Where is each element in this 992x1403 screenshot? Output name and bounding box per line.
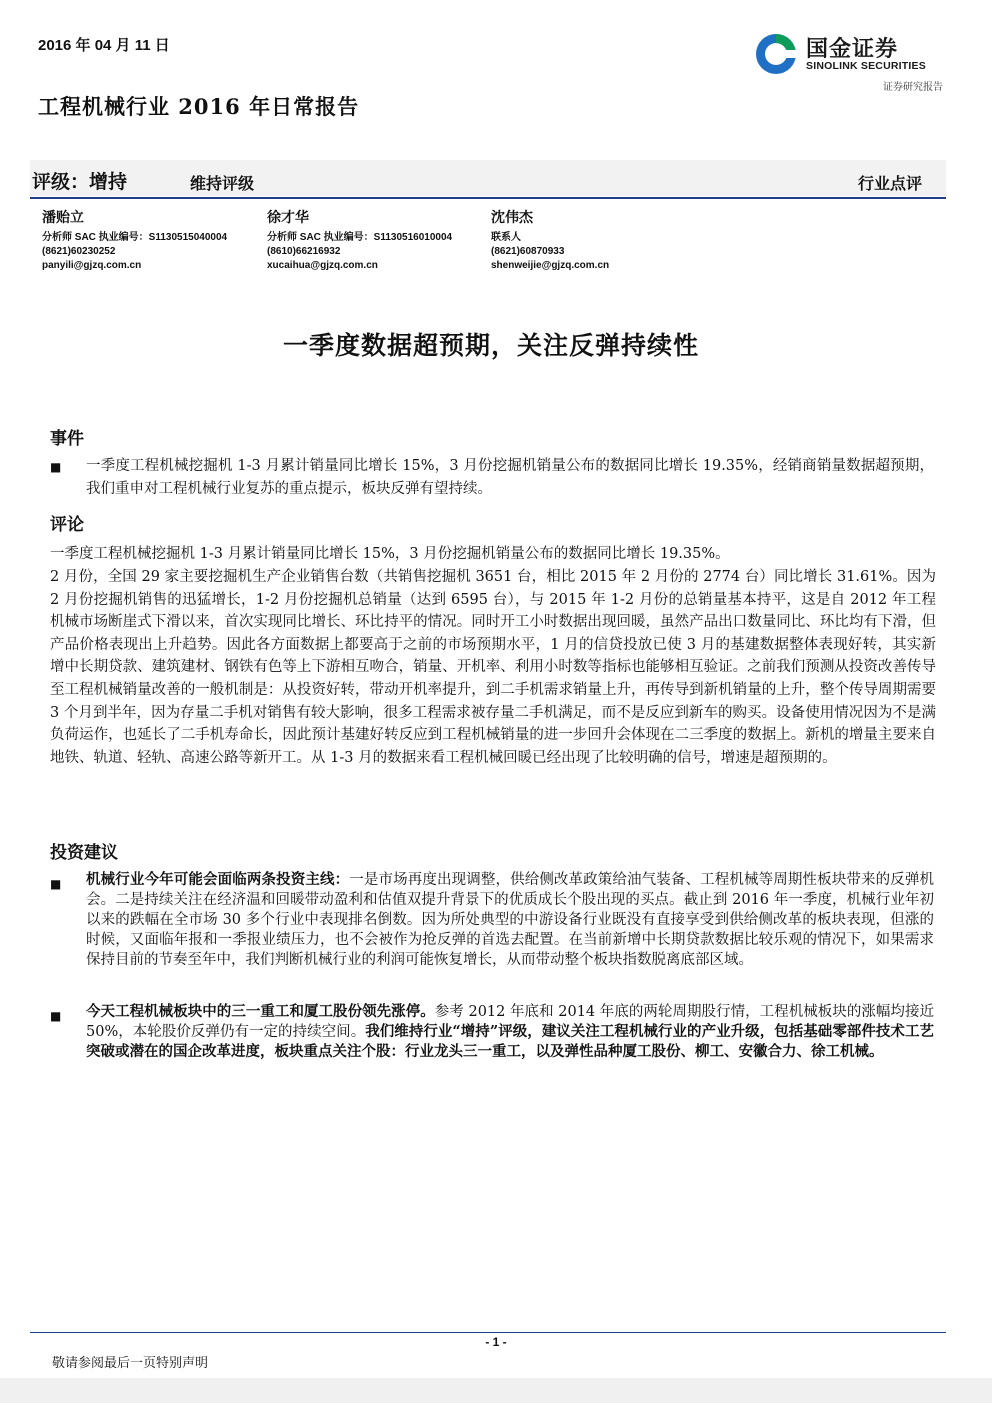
bottom-band [0,1378,992,1403]
headline: 一季度数据超预期，关注反弹持续性 [282,331,699,360]
rating-action: 维持评级 [190,174,255,193]
sinolink-logo [754,28,949,94]
report-date: 2016 年 04 月 11 日 [38,37,170,54]
footer-divider [30,1332,946,1333]
header-divider [30,197,946,199]
section-title-invest: 投资建议 [50,843,118,863]
invest-bullet-2-bold-2: 我们维持行业“增持”评级，建议关注工程机械行业的产业升级，包括基础零部件技术工艺突破或潜在的国企改革进度，板块重点关注个股：行业龙头三一重工，以及弹性品种厦工股份、柳工、安徽合力、徐工机械。 [86,1023,934,1060]
analyst-card [42,209,227,273]
section-title-comment: 评论 [50,515,84,535]
analyst-phone: (8610)66216932 [267,246,341,257]
report-title: 工程机械行业 2016 年日常报告 [38,94,360,119]
analyst-name: 潘贻立 [42,210,84,226]
analyst-email[interactable]: shenweijie@gjzq.com.cn [491,260,610,271]
invest-bullet-2-text: 参考 2012 年底和 2014 年底的两轮周期股行情，工程机械板块的涨幅均接近 50%，本轮股价反弹仍有一定的持续空间。 [86,1004,934,1040]
analyst-phone: (8621)60870933 [491,246,565,257]
rating-label: 评级：增持 [32,171,128,193]
bullet-icon: ■ [50,1009,62,1023]
analyst-sac: 分析师 SAC 执业编号：S1130515040004 [42,232,228,243]
bullet-icon: ■ [50,877,62,891]
analyst-email[interactable]: xucaihua@gjzq.com.cn [267,260,378,271]
analyst-name: 徐才华 [267,210,309,226]
bullet-icon: ■ [50,460,62,474]
invest-bullet-2 [86,1002,934,1062]
analyst-sac: 分析师 SAC 执业编号：S1130516010004 [267,232,453,243]
invest-bullet-1 [86,870,934,970]
analyst-card [267,209,452,273]
disclaimer-text: 敬请参阅最后一页特别声明 [52,1356,209,1371]
sinolink-logo-icon [754,32,798,76]
logo-subtitle: 证券研究报告 [883,82,943,93]
invest-bullet-2-bold-1: 今天工程机械板块中的三一重工和厦工股份领先涨停。 [86,1003,435,1020]
analyst-name: 沈伟杰 [491,210,533,226]
analyst-card [491,209,609,273]
comment-paragraph-1: 一季度工程机械挖掘机 1-3 月累计销量同比增长 15%，3 月份挖掘机销量公布的数据同比增长 19.35%。 [50,546,730,562]
event-bullet-text: 一季度工程机械挖掘机 1-3 月累计销量同比增长 15%，3 月份挖掘机销量公布的数据同比增长 19.35%，经销商销量数据超预期，我们重申对工程机械行业复苏的重点提示，板块反弹有望持续。 [86,458,934,497]
rating-bar [30,160,946,196]
comment-paragraph-2: 2 月份，全国 29 家主要挖掘机生产企业销售台数（共销售挖掘机 3651 台，相比 2015 年 2 月份的 2774 台）同比增长 31.61%。因为 2 月份挖掘机销售的迅猛增长，1-2 月份挖掘机总销量（达到 6595 台），与 2015 年 1-2 月份的总销量基本持平，这是自 2012 年工程机械市场断崖式下滑以来，首次实现同比增长、环比持平的情况。同时开工小时数据出现回暖，虽然产品出口数量同比、环比均有下滑，但产品价格表现出上升趋势。因此各方面数据上都要高于之前的市场预期水平，1 月的信贷投放已使 3 月的基建数据整体表现好转，其实新增中长期贷款、建筑建材、钢铁有色等上下游相互吻合，销量、开机率、利用小时数等指标也能够相互验证。之前我们预测从投资改善传导至工程机械销量改善的一般机制是：从投资好转，带动开机率提升，到二手机需求销量上升，再传导到新机销量的上升，整个传导周期需要 3 个月到半年，因为存量二手机对销售有较大影响，很多工程需求被存量二手机满足，而不是反应到新车的购买。设备使用情况因为不是满负荷运作，也延长了二手机寿命长，因此预计基建好转反应到工程机械销量的进一步回升会体现在二三季度的数据上。新机的增量主要来自地铁、轨道、轻轨、高速公路等新开工。从 1-3 月的数据来看工程机械回暖已经出现了比较明确的信号，增速是超预期的。 [50,569,936,766]
logo-en-text: SINOLINK SECURITIES [806,60,926,72]
analyst-email[interactable]: panyili@gjzq.com.cn [42,260,142,271]
analyst-phone: (8621)60230252 [42,246,116,257]
page-number: - 1 - [485,1335,507,1349]
invest-bullet-1-text: 一是市场再度出现调整，供给侧改革政策给油气装备、工程机械等周期性板块带来的反弹机会。二是持续关注在经济温和回暖带动盈利和估值双提升背景下的优质成长个股出现的买点。截止到 2016 年一季度，机械行业年初以来的跌幅在全市场 30 多个行业中表现排名倒数。因为所处典型的中游设备行业既没有直接享受到供给侧改革的板块表现，但涨的时候，又面临年报和一季报业绩压力，也不会被作为抢反弹的首选去配置。在当前新增中长期贷款数据比较乐观的情况下，如果需求保持目前的节奏至年中，我们判断机械行业的利润可能恢复增长，从而带动整个板块指数脱离底部区域。 [86,872,935,968]
analyst-sac: 联系人 [491,232,521,243]
section-title-event: 事件 [50,429,84,449]
logo-cn-text: 国金证券 [806,37,899,62]
report-type: 行业点评 [858,174,923,193]
invest-bullet-1-bold: 机械行业今年可能会面临两条投资主线： [86,871,350,888]
